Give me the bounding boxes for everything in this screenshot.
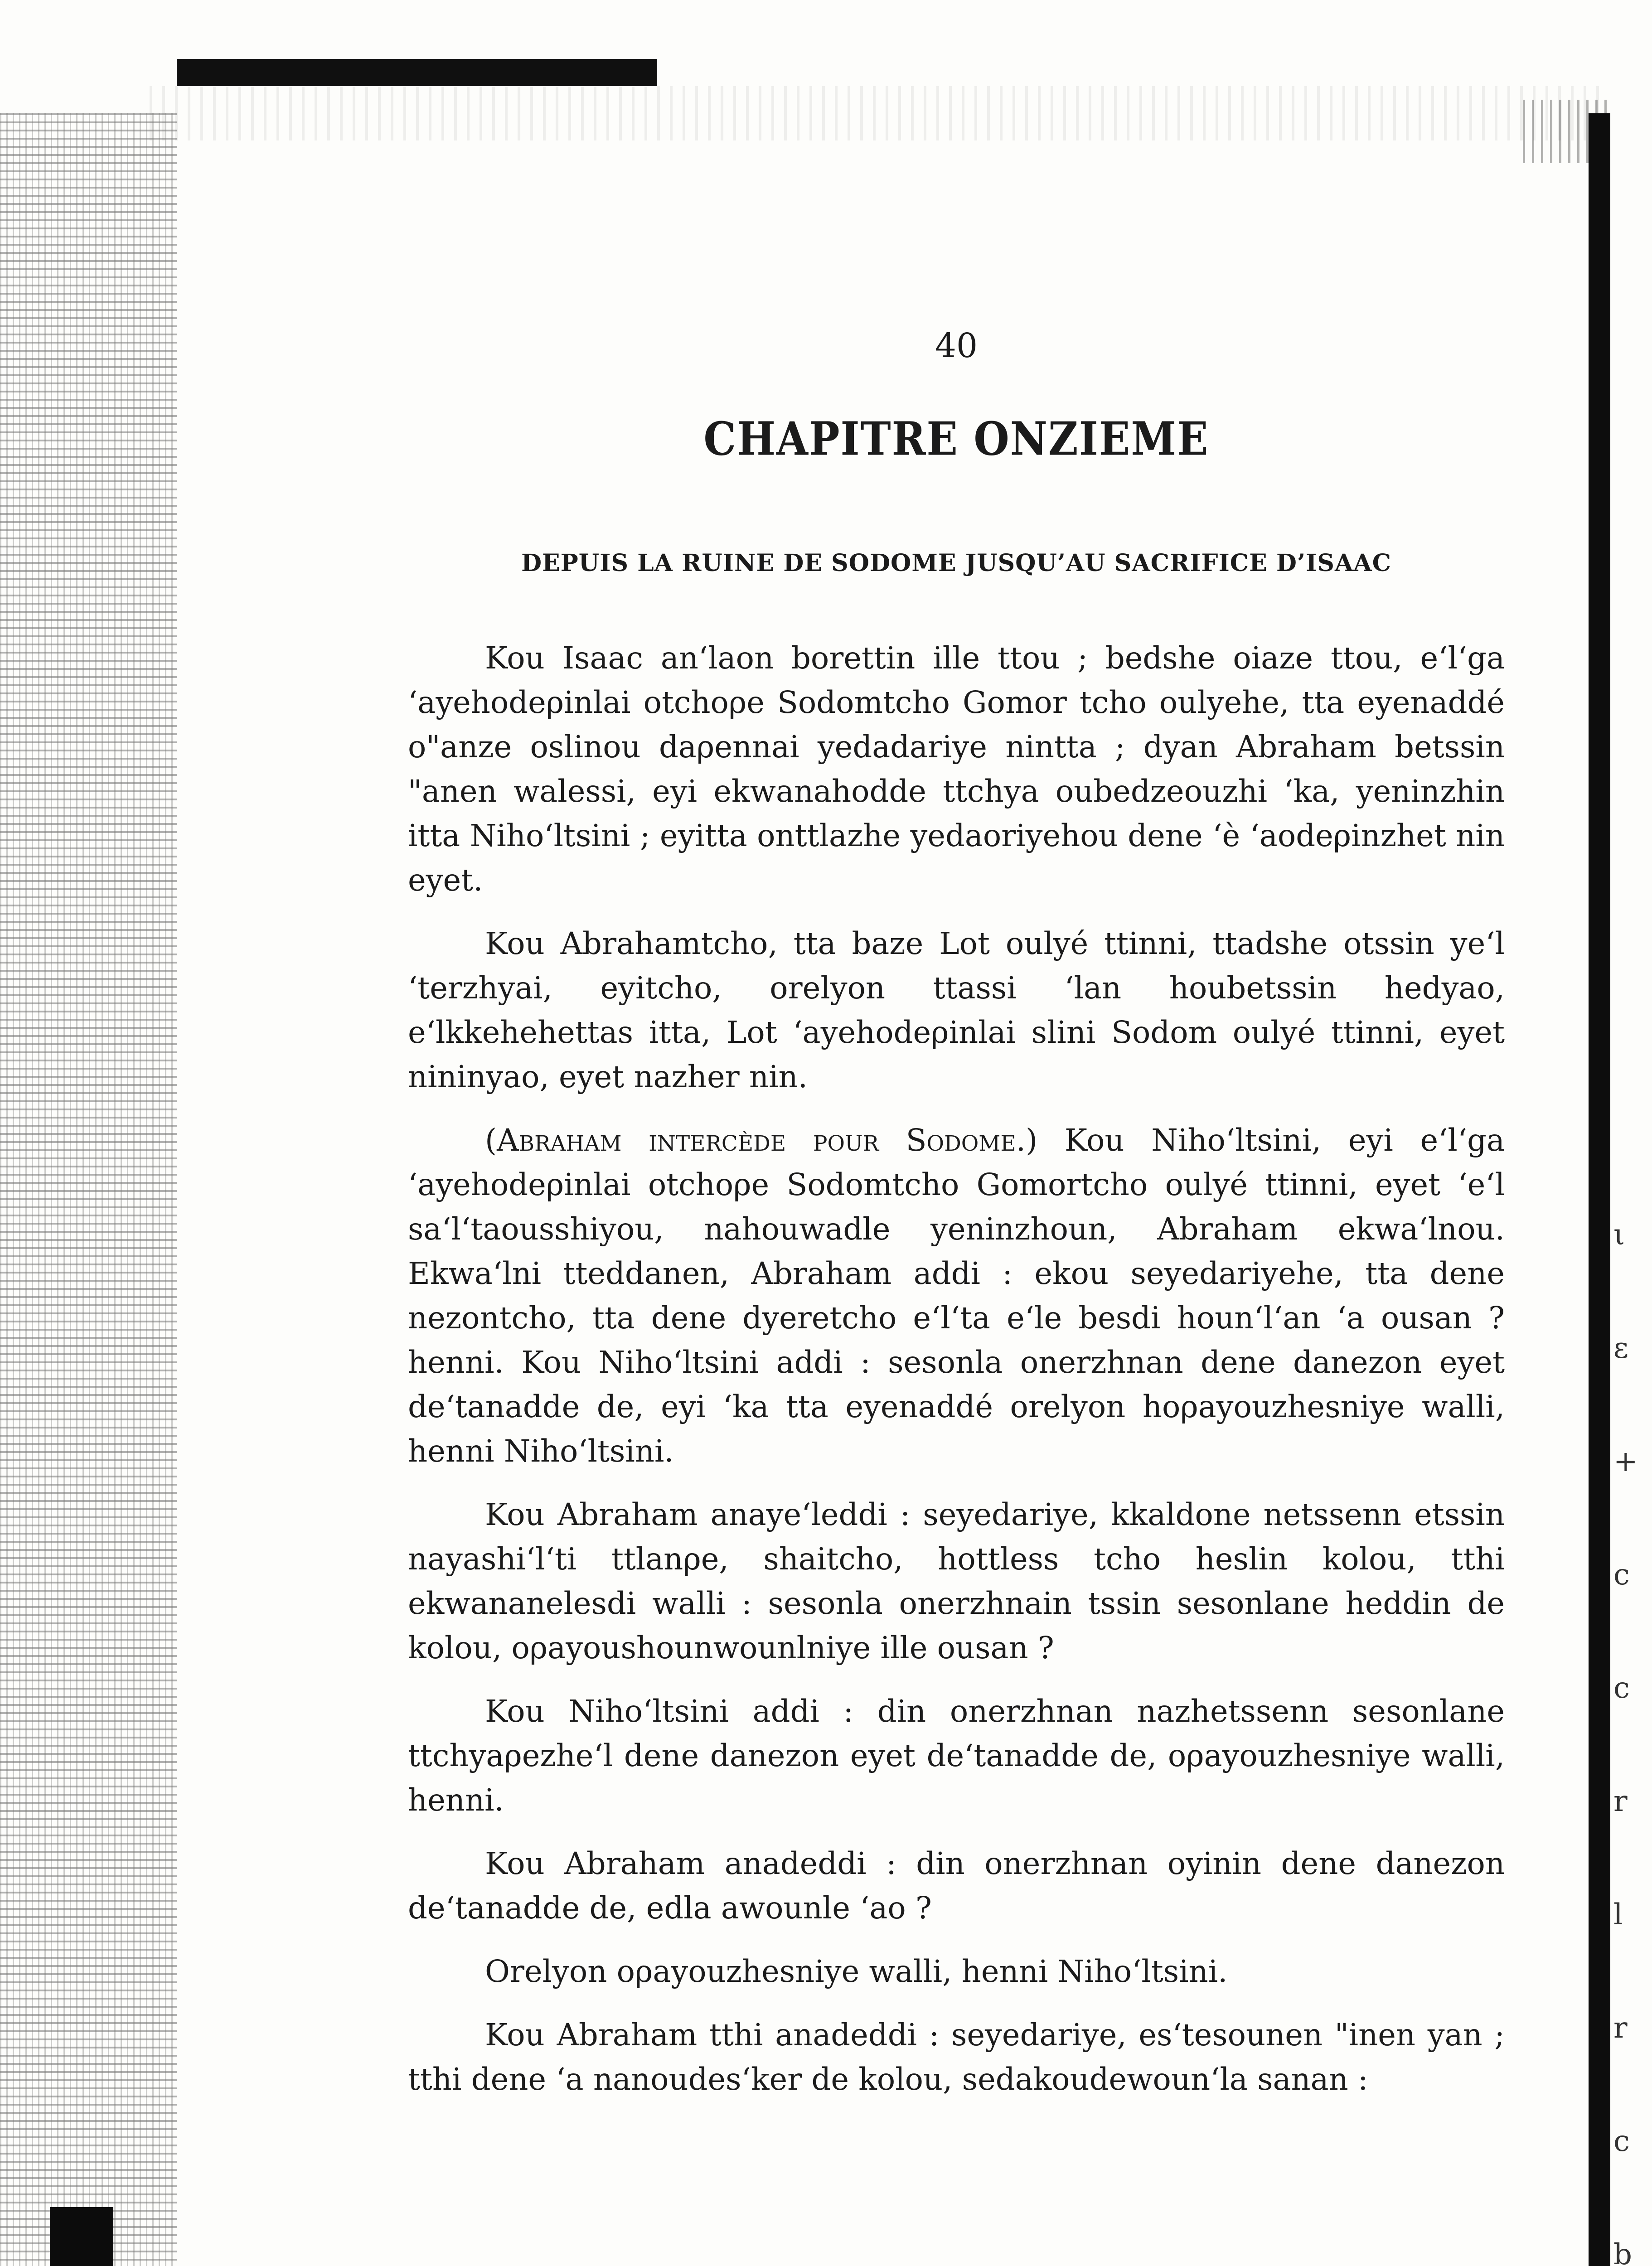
page	[408, 326, 1505, 2121]
paragraph-6: Kou Abraham anadeddi : din onerzhnan oyinin dene danezon de‘tanadde de, edla awounle ‘ao ?	[408, 1846, 1505, 1926]
bleed-letter: +	[1613, 1445, 1638, 1478]
bleed-letter: c	[1613, 1558, 1630, 1592]
chapter-title: CHAPITRE ONZIEME	[703, 412, 1209, 466]
facing-page-bleed-letters	[1613, 1178, 1645, 2266]
scan-left-dark-mark	[50, 2207, 113, 2266]
bleed-letter: l	[1613, 1898, 1623, 1932]
scan-left-edge	[0, 113, 177, 2266]
paragraph-3	[408, 1118, 1505, 1473]
paragraph-3-heading: (Abraham intercède pour Sodome.)	[485, 1123, 1038, 1158]
scan-top-bar	[177, 59, 657, 86]
scan-right-edge-bar	[1589, 113, 1610, 2266]
paragraph-2: Kou Abrahamtcho, tta baze Lot oulyé ttinni, ttadshe otssin ye‘l ‘terzhyai, eyitcho, orelyon ttassi ‘lan houbetssin hedyao, e‘lkkehehettas itta, Lot ‘ayehodeρinlai slini Sodom oulyé ttinni, eyet nininyao, eyet nazher nin.	[408, 926, 1505, 1094]
bleed-letter: c	[1613, 1671, 1630, 1705]
bleed-letter: c	[1613, 2125, 1630, 2158]
bleed-letter: r	[1613, 1785, 1628, 1818]
paragraph-4: Kou Abraham anaye‘leddi : seyedariye, kkaldone netssenn etssin nayashi‘l‘ti ttlanρe, shaitcho, hottless tcho heslin kolou, tthi ekwananelesdi walli : sesonla onerzhnain tssin sesonlane heddin de kolou, oρayoushounwounlniye ille ousan ?	[408, 1497, 1505, 1666]
bleed-letter: ι	[1613, 1218, 1625, 1252]
scan-top-noise	[150, 86, 1600, 140]
paragraph-3-text: Kou Niho‘ltsini, eyi e‘l‘ga ‘ayehodeρinlai otchoρe Sodomtcho Gomortcho oulyé ttinni, eyet ‘e‘l sa‘l‘taousshiyou, nahouwadle yeninzhoun, Abraham ekwa‘lnou. Ekwa‘lni tteddanen, Abraham addi : ekou seyedariyehe, tta dene nezontcho, tta dene dyeretcho e‘l‘ta e‘le besdi houn‘l‘an ‘a ousan ? henni. Kou Niho‘ltsini addi : sesonla onerzhnan dene danezon eyet de‘tanadde de, eyi ‘ka tta eyenaddé orelyon hoρayouzhesniye walli, henni Niho‘ltsini.	[408, 1123, 1505, 1469]
bleed-letter: r	[1613, 2011, 1628, 2045]
paragraph-8: Kou Abraham tthi anadeddi : seyedariye, es‘tesounen "inen yan ; tthi dene ‘a nanoudes‘ker de kolou, sedakoudewoun‘la sanan :	[408, 2017, 1505, 2097]
bleed-letter: b	[1613, 2238, 1632, 2266]
paragraph-1: Kou Isaac an‘laon borettin ille ttou ; bedshe oiaze ttou, e‘l‘ga ‘ayehodeρinlai otchoρe Sodomtcho Gomor tcho oulyehe, tta eyenaddé o"anze oslinou daρennai yedadariye nintta ; dyan Abraham betssin "anen walessi, eyi ekwanahodde ttchya oubedzeouzhi ‘ka, yeninzhin itta Niho‘ltsini ; eyitta onttlazhe yedaoriyehou dene ‘è ‘aodeρinzhet nin eyet.	[408, 640, 1505, 898]
chapter-subtitle: DEPUIS LA RUINE DE SODOME JUSQU’AU SACRIFICE D’ISAAC	[521, 549, 1392, 577]
paragraph-7: Orelyon oρayouzhesniye walli, henni Niho‘ltsini.	[485, 1954, 1228, 1989]
bleed-letter: ε	[1613, 1332, 1629, 1365]
paragraph-5: Kou Niho‘ltsini addi : din onerzhnan nazhetssenn sesonlane ttchyaρezhe‘l dene danezon eyet de‘tanadde de, oρayouzhesniye walli, henni.	[408, 1694, 1505, 1818]
page-number: 40	[935, 326, 978, 365]
